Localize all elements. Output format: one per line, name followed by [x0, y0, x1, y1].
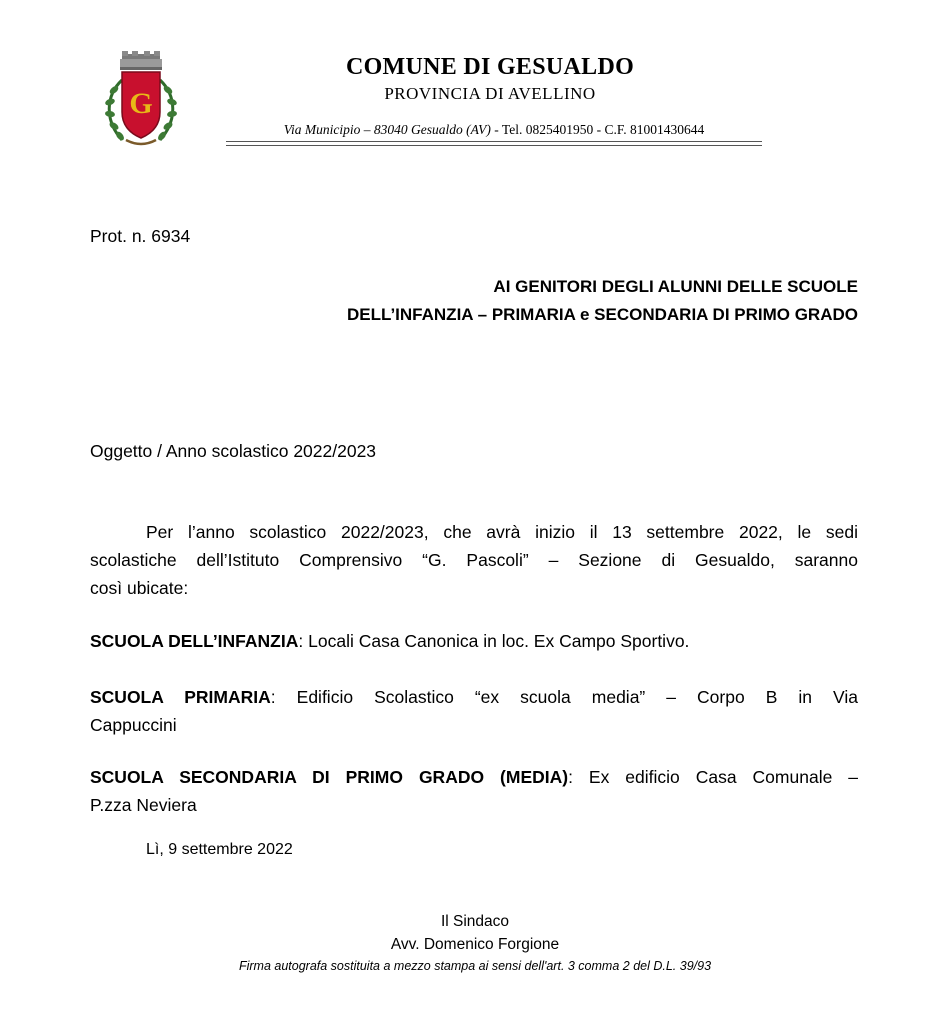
school-item-secondaria: [90, 763, 858, 819]
school-item-primaria: [90, 683, 858, 739]
address: Via Municipio – 83040 Gesualdo (AV): [283, 122, 491, 137]
paragraph-line-3: così ubicate:: [90, 578, 189, 598]
signatory-name: Avv. Domenico Forgione: [390, 936, 560, 953]
header-divider-top: [226, 141, 762, 142]
school-label: SCUOLA SECONDARIA DI PRIMO GRADO (MEDIA): [90, 767, 569, 787]
addressee-block: [90, 273, 858, 329]
municipality-name: COMUNE DI GESUALDO: [345, 54, 635, 80]
signatory-title: Il Sindaco: [440, 913, 510, 930]
school-location: : Ex edificio Casa Comunale –: [568, 767, 859, 787]
body-paragraph: [90, 518, 858, 602]
school-item-infanzia: [90, 627, 858, 655]
school-location-cont: Cappuccini: [90, 715, 177, 735]
phone: - Tel. 0825401950: [490, 122, 594, 137]
province-name: PROVINCIA DI AVELLINO: [384, 84, 596, 103]
contact-line: [228, 122, 760, 138]
paragraph-line-2: scolastiche dell’Istituto Comprensivo “G. Pascoli” – Sezione di Gesualdo, saranno: [90, 550, 858, 570]
document-date: Lì, 9 settembre 2022: [146, 841, 293, 858]
school-label: SCUOLA PRIMARIA: [90, 687, 271, 707]
subject-line: Oggetto / Anno scolastico 2022/2023: [90, 441, 377, 461]
fiscal-code: - C.F. 81001430644: [593, 122, 705, 137]
addressee-line-1: AI GENITORI DEGLI ALUNNI DELLE SCUOLE: [493, 277, 858, 296]
school-label: SCUOLA DELL’INFANZIA: [90, 631, 299, 651]
municipal-crest-icon: [100, 50, 182, 152]
addressee-line-2: DELL’INFANZIA – PRIMARIA e SECONDARIA DI PRIMO GRADO: [347, 305, 858, 324]
paragraph-line-1: Per l’anno scolastico 2022/2023, che avrà inizio il 13 settembre 2022, le sedi: [146, 522, 858, 542]
school-location: : Edificio Scolastico “ex scuola media” – Corpo B in Via: [270, 687, 858, 707]
school-location-cont: P.zza Neviera: [90, 795, 197, 815]
crest-letter: G: [129, 87, 153, 120]
protocol-number: Prot. n. 6934: [90, 226, 191, 246]
school-location: : Locali Casa Canonica in loc. Ex Campo Sportivo.: [298, 631, 690, 651]
header-divider-bottom: [226, 145, 762, 146]
signature-note: Firma autografa sostituita a mezzo stampa ai sensi dell'art. 3 comma 2 del D.L. 39/93: [238, 959, 712, 973]
